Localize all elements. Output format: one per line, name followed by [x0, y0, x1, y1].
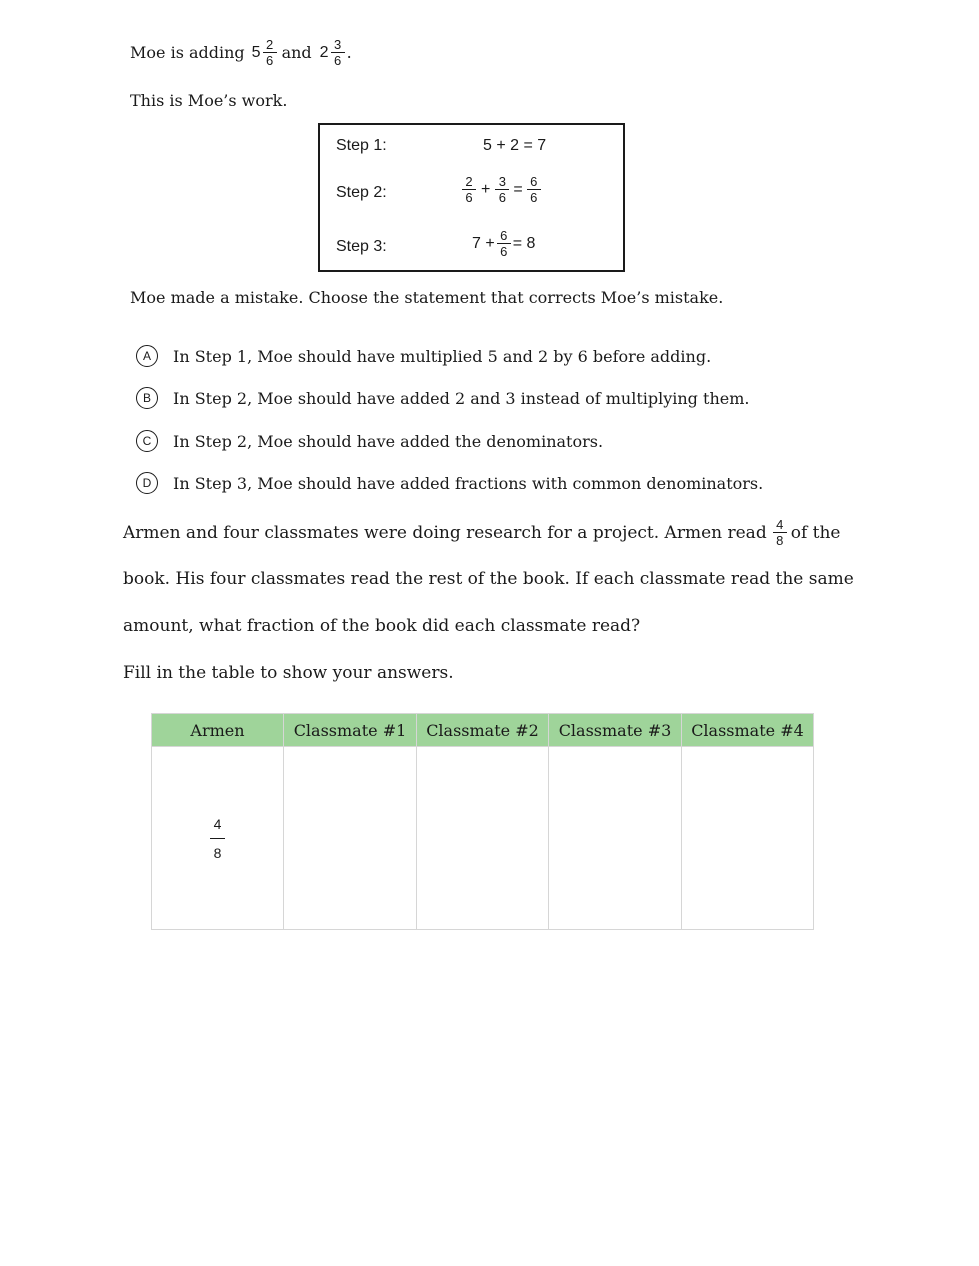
step1-label: Step 1: [336, 137, 387, 154]
table-row [152, 747, 814, 930]
cell-armen [152, 747, 284, 930]
mixed2-numerator: 3 [333, 37, 342, 52]
option-a[interactable] [136, 345, 711, 367]
cell-classmate-3-answer[interactable] [549, 747, 682, 930]
step3-fraction [497, 229, 511, 258]
step2-fraction-a [462, 175, 476, 204]
option-a-radio[interactable]: A [136, 345, 158, 367]
step2-fraction-c [527, 175, 541, 204]
q2-fraction-denominator: 8 [776, 533, 784, 548]
step3-denominator: 6 [500, 244, 508, 259]
answer-table [151, 713, 814, 930]
q2-line1-suffix: of the [790, 522, 841, 543]
armen-denominator: 8 [213, 844, 222, 861]
header-classmate-2: Classmate #2 [417, 714, 549, 747]
cell-classmate-2-answer[interactable] [417, 747, 549, 930]
step3-tail: = 8 [512, 234, 536, 252]
q2-fraction-numerator: 4 [776, 517, 784, 532]
mixed1-numerator: 2 [265, 37, 274, 52]
step2-a-numerator: 2 [465, 174, 473, 189]
step2-a-denominator: 6 [465, 190, 473, 205]
header-armen: Armen [152, 714, 284, 747]
q2-inline-fraction [773, 518, 787, 547]
option-a-text: In Step 1, Moe should have multiplied 5 and 2 by 6 before adding. [173, 346, 712, 366]
mixed1-fraction [263, 38, 277, 67]
intro-period: . [346, 43, 352, 62]
q1-intro-prefix: Moe is adding [130, 43, 245, 62]
step2-c-numerator: 6 [530, 174, 538, 189]
step2-b-numerator: 3 [498, 174, 506, 189]
option-b[interactable] [136, 387, 749, 409]
and-word: and [281, 43, 312, 62]
option-d-text: In Step 3, Moe should have added fractions with common denominators. [173, 473, 764, 493]
header-classmate-4: Classmate #4 [682, 714, 814, 747]
q2-line1-prefix: Armen and four classmates were doing research for a project. Armen read [123, 522, 767, 543]
work-label: This is Moe’s work. [130, 91, 288, 110]
step2-fraction-b [495, 175, 509, 204]
step1-expression: 5 + 2 = 7 [483, 137, 547, 154]
armen-fraction [210, 817, 226, 860]
mixed2-denominator: 6 [333, 53, 342, 68]
option-d-radio[interactable]: D [136, 472, 158, 494]
option-c-text: In Step 2, Moe should have added the denominators. [173, 431, 604, 451]
header-classmate-3: Classmate #3 [549, 714, 682, 747]
header-classmate-1: Classmate #1 [284, 714, 417, 747]
step2-expression [460, 175, 543, 204]
mixed1-denominator: 6 [265, 53, 274, 68]
step2-c-denominator: 6 [530, 190, 538, 205]
step3-lead: 7 + [472, 234, 495, 252]
q2-line2: book. His four classmates read the rest of the book. If each classmate read the same [123, 569, 854, 589]
armen-numerator: 4 [213, 815, 222, 832]
q1-prompt: Moe made a mistake. Choose the statement that corrects Moe’s mistake. [130, 288, 724, 307]
mixed2-fraction [331, 38, 345, 67]
step2-label: Step 2: [336, 184, 387, 201]
cell-classmate-4-answer[interactable] [682, 747, 814, 930]
step2-equals: = [513, 180, 523, 198]
mixed1-whole: 5 [251, 43, 261, 61]
option-d[interactable] [136, 472, 763, 494]
option-c[interactable] [136, 430, 603, 452]
step3-expression [472, 229, 535, 258]
moe-work-box [318, 123, 625, 272]
option-b-text: In Step 2, Moe should have added 2 and 3 instead of multiplying them. [173, 388, 750, 408]
q1-intro [130, 38, 352, 67]
step3-label: Step 3: [336, 238, 387, 255]
mixed2-whole: 2 [319, 43, 329, 61]
option-b-radio[interactable]: B [136, 387, 158, 409]
table-header-row [152, 714, 814, 747]
q2-line1 [123, 518, 840, 547]
cell-classmate-1-answer[interactable] [284, 747, 417, 930]
q2-line3: amount, what fraction of the book did each classmate read? [123, 616, 641, 636]
step2-plus: + [481, 180, 491, 198]
q2-instruction: Fill in the table to show your answers. [123, 663, 454, 683]
step2-b-denominator: 6 [498, 190, 506, 205]
step3-numerator: 6 [500, 228, 508, 243]
option-c-radio[interactable]: C [136, 430, 158, 452]
